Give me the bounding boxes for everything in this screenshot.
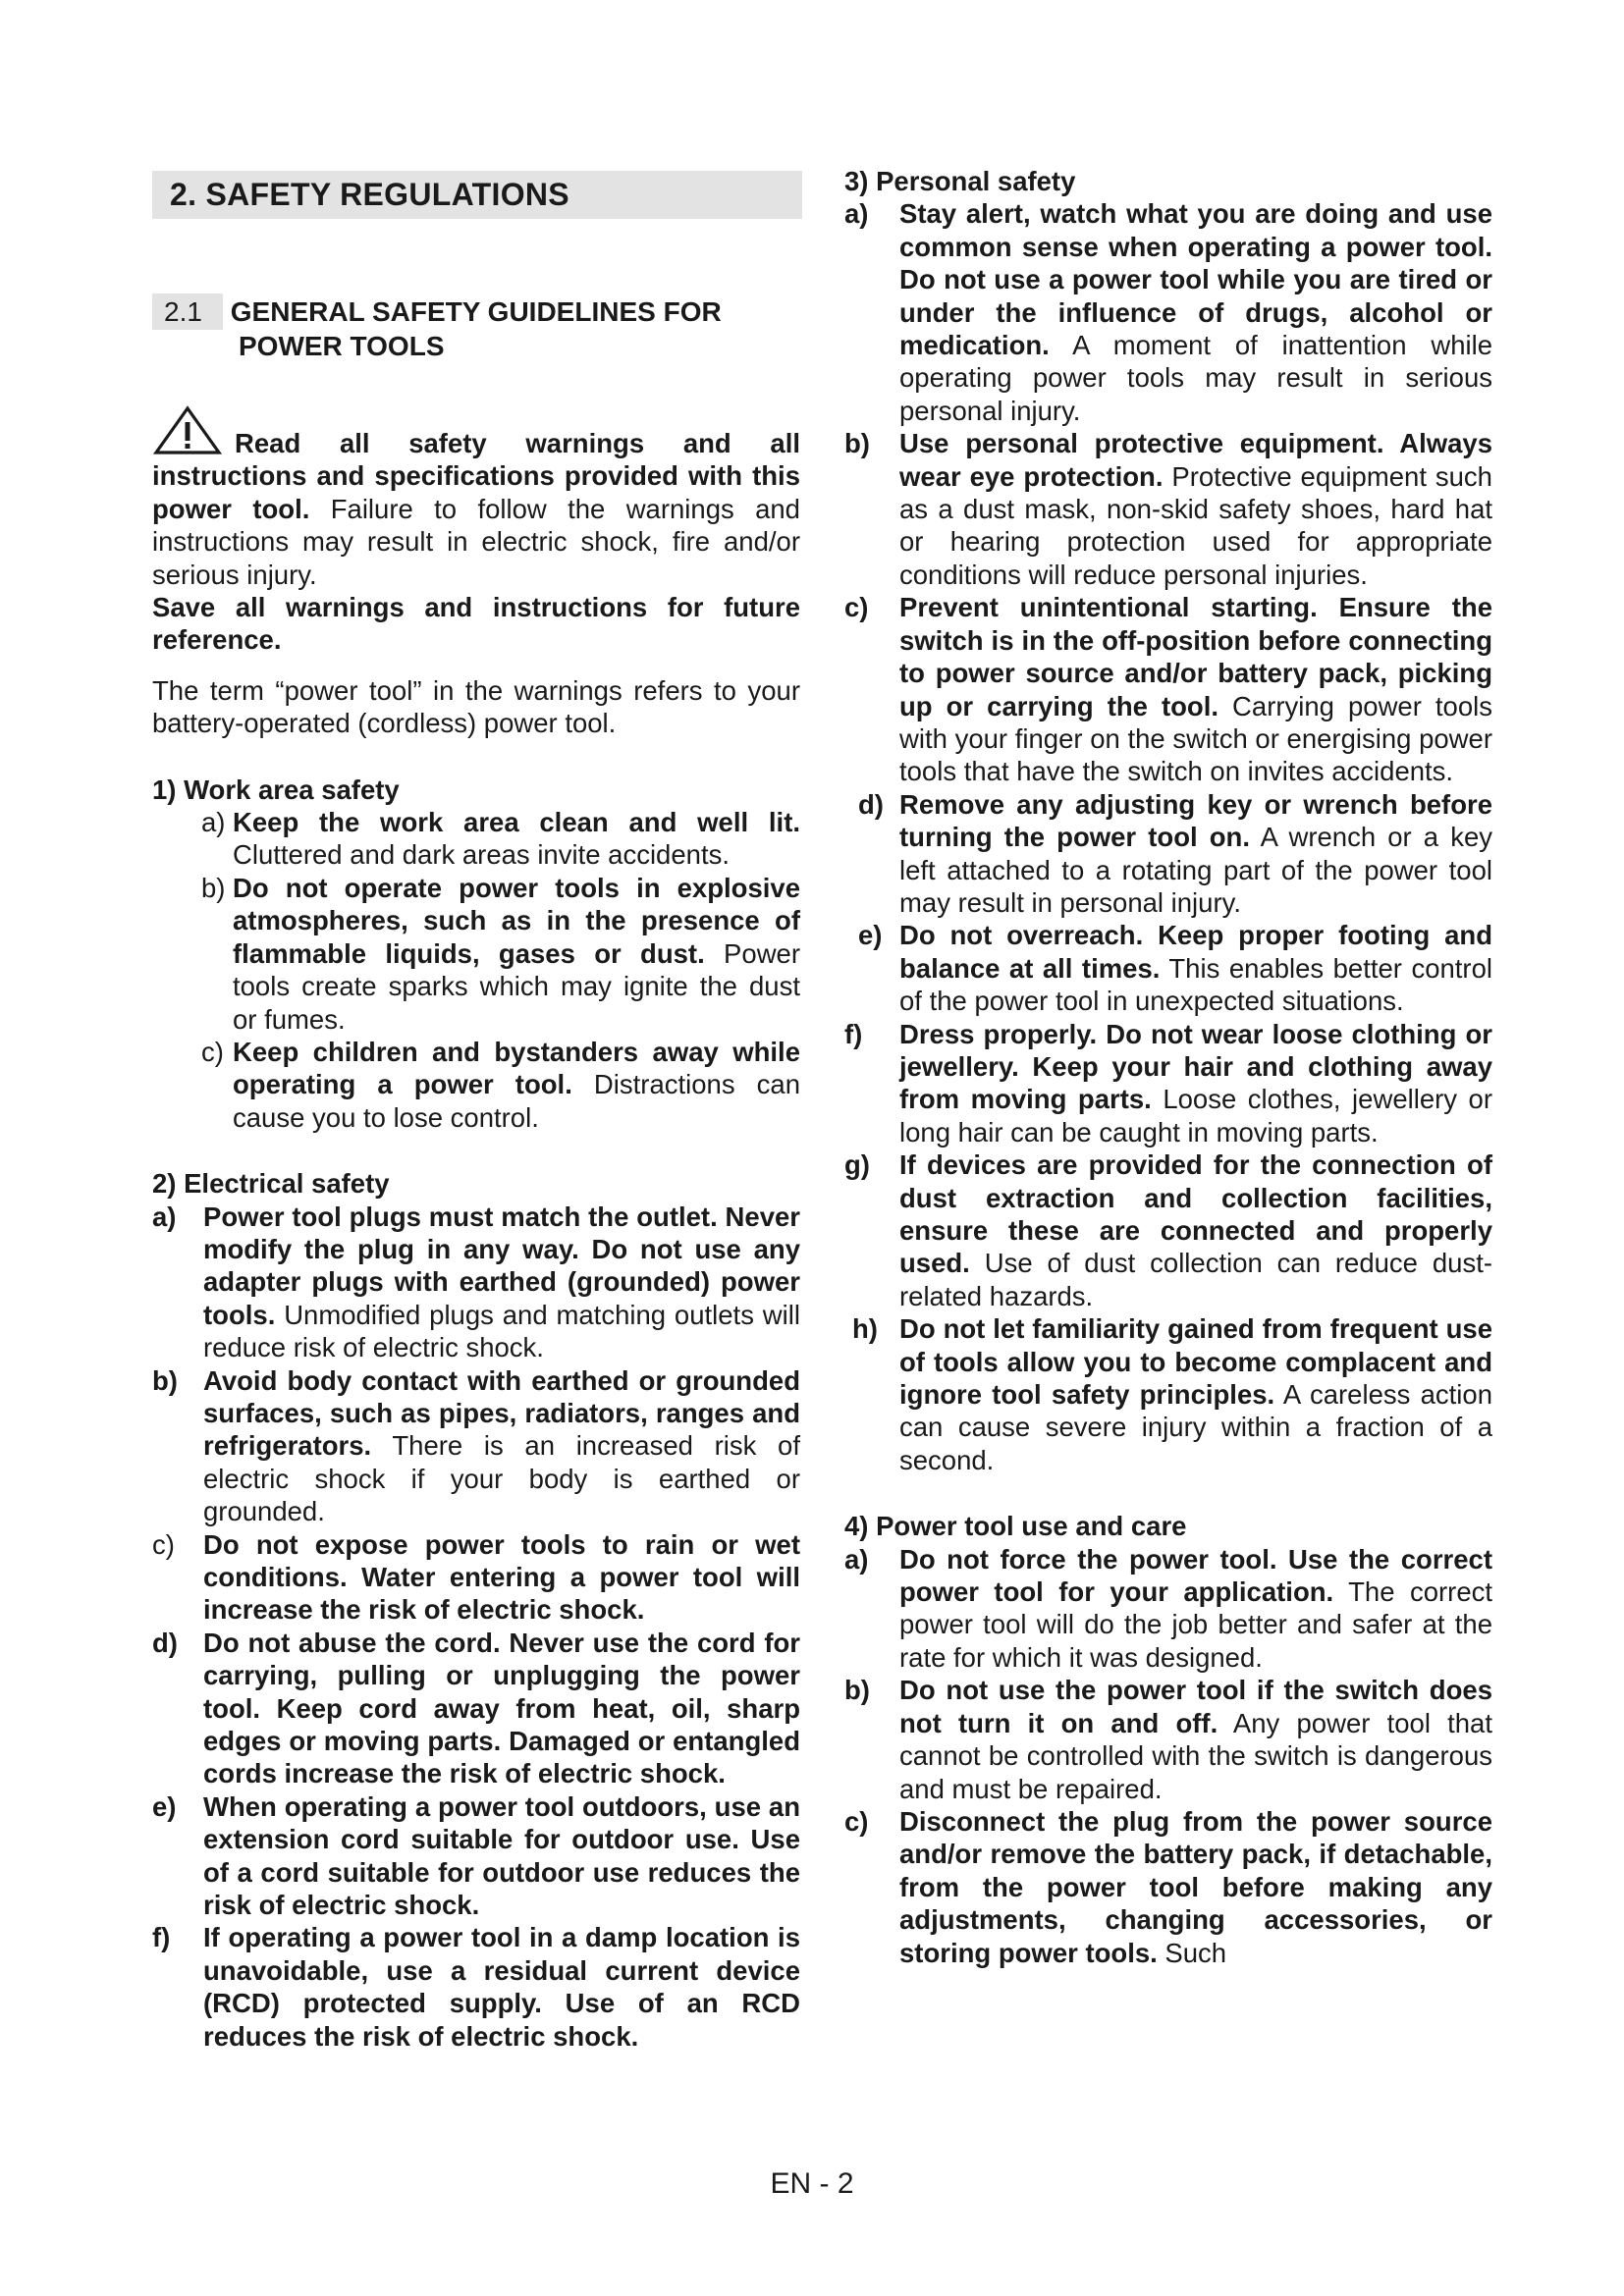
list-item: b) Use personal protective equipment. Always wear eye protection. Protective equipment such as a dust mask, non-skid safety shoes, hard hat or hearing protection used for appropriate conditions will reduce personal injuries. — [844, 428, 1492, 590]
list-item: a) Do not force the power tool. Use the correct power tool for your application. The correct power tool will do the job better and safer at the rate for which it was designed. — [844, 1543, 1493, 1673]
list-item: a) Power tool plugs must match the outlet. Never modify the plug in any way. Do not use any adapter plugs with earthed (grounded) power tools. Unmodified plugs and matching outlets will reduce risk of electric shock. — [152, 1201, 800, 1363]
list-item: c) Prevent unintentional starting. Ensure the switch is in the off-position before connecting to power source and/or battery pack, picking up or carrying the tool. Carrying power tools with your finger on the switch or energising power tools that have the switch on invites accidents. — [844, 592, 1493, 787]
subsection-title-line2: POWER TOOLS — [239, 331, 445, 361]
list-item: g) If devices are provided for the connection of dust extraction and collection facilities, ensure these are connected and properly used. Use of dust collection can reduce dust-related hazards. — [844, 1149, 1492, 1311]
list-item: h) Do not let familiarity gained from frequent use of tools allow you to become complacent and ignore tool safety principles. A careless action can cause severe injury within a fraction of a second. — [852, 1313, 1492, 1475]
section-title: 2. SAFETY REGULATIONS — [152, 171, 802, 219]
personal-heading: 3) Personal safety — [844, 166, 1076, 196]
warning-bold: Read all safety warnings and all instructions and specifications provided with this power tool. — [152, 428, 800, 524]
warning-triangle-icon — [152, 405, 231, 456]
list-item: c) Disconnect the plug from the power source and/or remove the battery pack, if detachable, from the power tool before making any adjustments, changing accessories, or storing power tools. Such — [844, 1805, 1492, 1968]
list-item: f) If operating a power tool in a damp location is unavoidable, use a residual current device (RCD) protected supply. Use of an RCD reduces the risk of electric shock. — [152, 1922, 800, 2052]
list-item: f) Dress properly. Do not wear loose clothing or jewellery. Keep your hair and clothing away from moving parts. Loose clothes, jewellery or long hair can be caught in moving parts. — [844, 1018, 1492, 1148]
list-item: d) Remove any adjusting key or wrench before turning the power tool on. A wrench or a key left attached to a rotating part of the power tool may result in personal injury. — [858, 788, 1493, 918]
term-note: The term “power tool” in the warnings refers to your battery-operated (cordless) power tool. — [152, 674, 800, 739]
save-notice: Save all warnings and instructions for future reference. — [152, 592, 800, 656]
subsection-title — [152, 294, 800, 362]
list-item: a) Stay alert, watch what you are doing and use common sense when operating a power tool. Do not use a power tool while you are tired or under the influence of drugs, alcohol or medication. A moment of inattention while operating power tools may result in serious personal injury. — [844, 198, 1492, 426]
warning-text: Failure to follow the warnings and instructions may result in electric shock, fire and/or serious injury. — [152, 493, 800, 590]
page-number: EN - 2 — [770, 2167, 854, 2200]
list-item: b) Do not use the power tool if the switch does not turn it on and off. Any power tool that cannot be controlled with the switch is dangerous and must be repaired. — [844, 1675, 1492, 1804]
subsection-title-line1: GENERAL SAFETY GUIDELINES FOR — [230, 296, 722, 327]
warning-paragraph — [152, 405, 800, 591]
list-item: d) Do not abuse the cord. Never use the cord for carrying, pulling or unplugging the power tool. Keep cord away from heat, oil, sharp edges or moving parts. Damaged or entangled cords increase the risk of electric shock. — [152, 1627, 800, 1789]
list-item: b) Do not operate power tools in explosive atmospheres, such as in the presence of flammable liquids, gases or dust. Power tools create sparks which may ignite the dust or fumes. — [201, 872, 801, 1035]
list-item: a) Keep the work area clean and well lit. Cluttered and dark areas invite accidents. — [201, 807, 800, 871]
list-item: e) Do not overreach. Keep proper footing and balance at all times. This enables better control of the power tool in unexpected situations. — [858, 920, 1492, 1017]
list-item: c) Do not expose power tools to rain or wet conditions. Water entering a power tool will increase the risk of electric shock. — [152, 1528, 800, 1626]
list-item: b) Avoid body contact with earthed or grounded surfaces, such as pipes, radiators, ranges and refrigerators. There is an increased risk of electric shock if your body is earthed or grounded. — [152, 1364, 800, 1527]
right-column — [844, 165, 1492, 1969]
work-area-heading: 1) Work area safety — [152, 774, 400, 805]
left-column — [152, 165, 800, 2053]
list-item: c) Keep children and bystanders away while operating a power tool. Distractions can cause you to lose control. — [201, 1036, 800, 1133]
subsection-number: 2.1 — [152, 294, 223, 330]
tool-use-heading: 4) Power tool use and care — [844, 1511, 1187, 1542]
list-item: e) When operating a power tool outdoors, use an extension cord suitable for outdoor use. Use of a cord suitable for outdoor use reduces the risk of electric shock. — [152, 1790, 800, 1921]
electrical-heading: 2) Electrical safety — [152, 1168, 390, 1200]
